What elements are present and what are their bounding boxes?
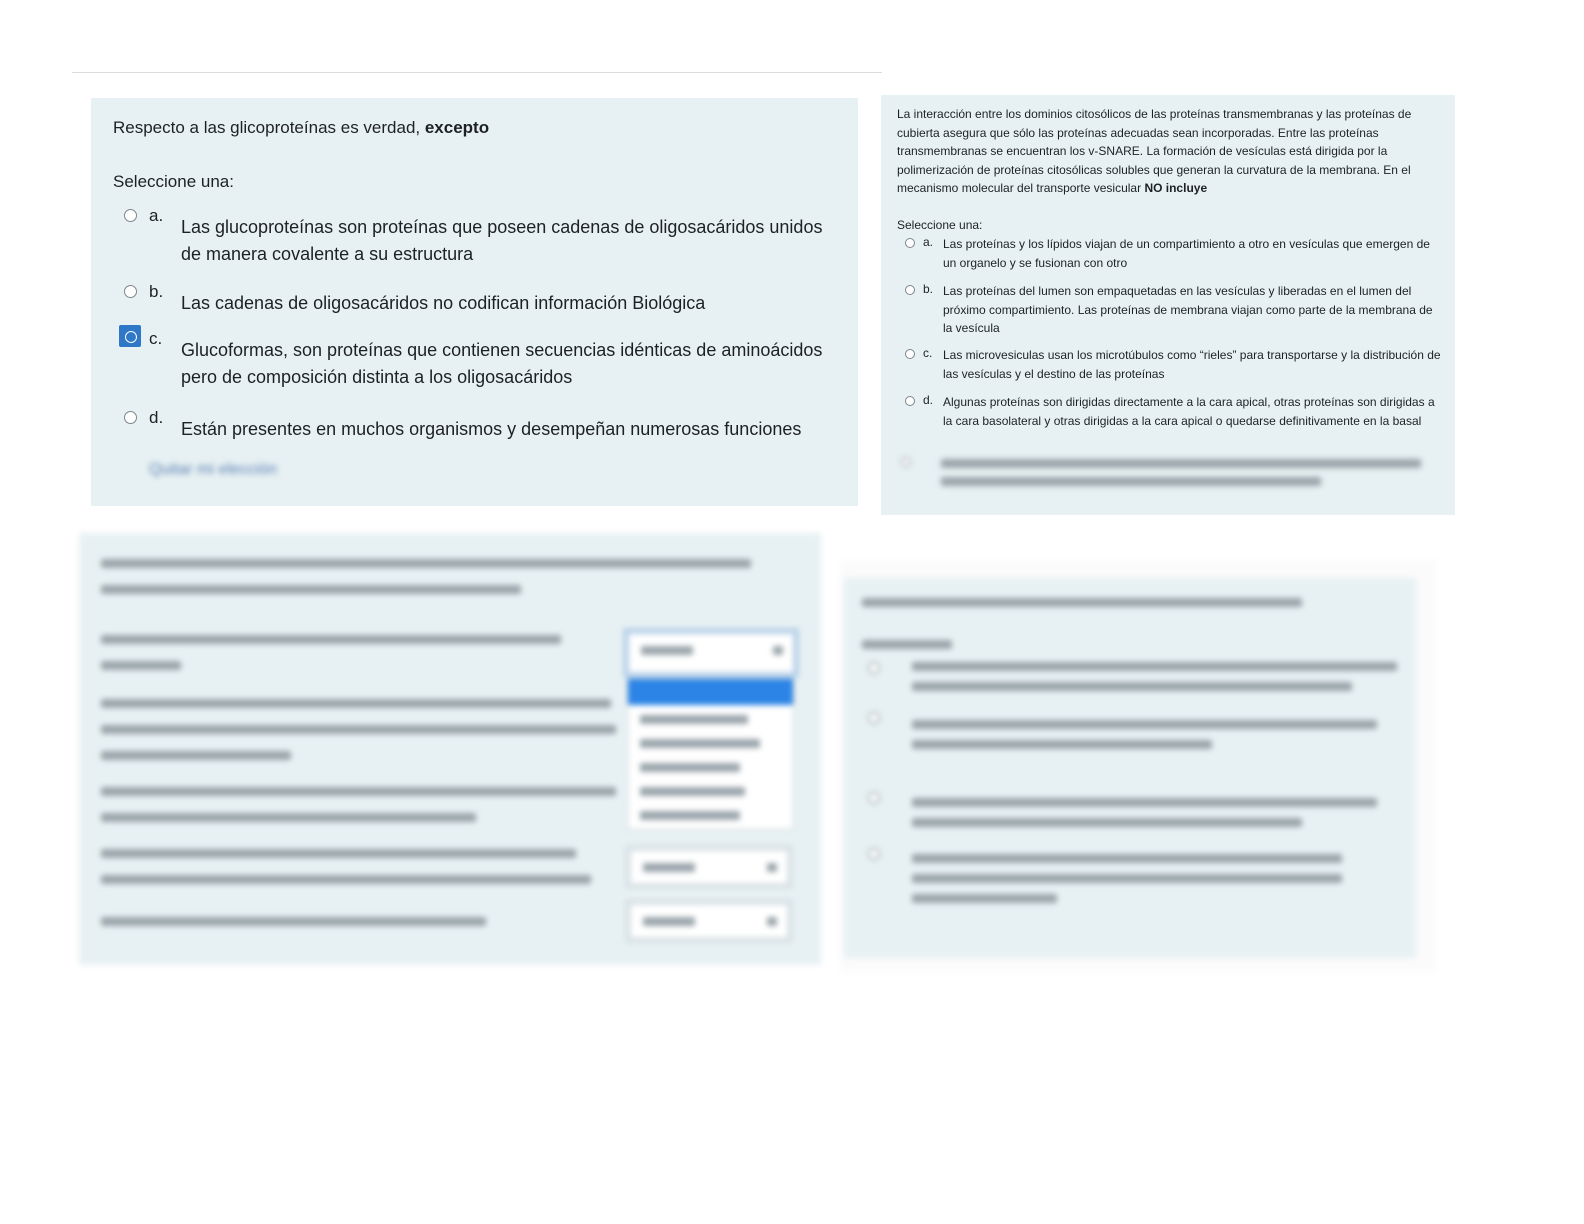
radio-c[interactable] [868,792,880,804]
match-select-3[interactable] [625,899,793,943]
question-text-emphasis: excepto [424,118,490,137]
radio-d[interactable] [905,396,915,406]
radio-c[interactable] [905,349,915,359]
option-letter: a. [923,235,934,249]
blurred-text-line [101,559,751,568]
select-dropdown-list[interactable] [627,678,794,830]
blurred-text-line [101,787,616,796]
blurred-text-line [912,854,1342,863]
option-text: Glucoformas, son proteínas que contienen secuencias idénticas de aminoácidos pero de composición distinta a los oligosacáridos [181,340,823,387]
blurred-text-line [941,477,1321,486]
select-value [643,917,695,926]
blurred-text-line [862,640,952,649]
dropdown-option[interactable] [640,715,748,724]
blurred-text-line [101,661,181,670]
radio-c-selected[interactable] [119,325,141,347]
blurred-text-line [101,725,616,734]
question-text [113,118,836,138]
dropdown-highlighted-option[interactable] [628,679,793,705]
blurred-text-line [912,798,1377,807]
radio-d[interactable] [868,848,880,860]
blurred-text-line [101,813,476,822]
dropdown-option[interactable] [640,739,760,748]
blurred-text-line [941,459,1421,468]
match-select-2[interactable] [625,845,793,889]
question-text [897,105,1442,198]
question-text-emphasis: NO incluye [1144,181,1208,195]
radio-b[interactable] [868,712,880,724]
blurred-text-line [101,849,576,858]
blurred-text-line [912,740,1212,749]
radio-a[interactable] [905,238,915,248]
option-letter: b. [149,282,164,301]
blurred-text-line [912,682,1352,691]
radio-a[interactable] [124,209,137,222]
chevron-down-icon [773,646,783,655]
option-text: Las glucoproteínas son proteínas que poseen cadenas de oligosacáridos unidos de manera covalente a su estructura [181,217,823,264]
blurred-text-line [101,635,561,644]
blurred-text-line [101,917,486,926]
option-text: Están presentes en muchos organismos y desempeñan numerosas funciones [181,419,802,439]
option-text: Las microvesiculas usan los microtúbulos como “rieles” para transportarse y la distribución de las vesículas y el destino de las proteínas [943,348,1441,381]
radio-b[interactable] [905,285,915,295]
option-text: Las proteínas y los lípidos viajan de un compartimiento a otro en vesículas que emergen de un organelo y se fusionan con otro [943,237,1430,270]
chevron-down-icon [767,917,777,926]
blurred-text-line [912,662,1397,671]
option-letter: c. [923,346,933,360]
radio-d[interactable] [124,411,137,424]
blurred-text-line [912,894,1057,903]
option-text: Las proteínas del lumen son empaquetadas en las vesículas y liberadas en el lumen del próximo compartimiento. Las proteínas de membrana viajan como parte de la membrana de la vesícula [943,284,1433,335]
option-letter: c. [149,329,163,348]
blurred-text-line [862,598,1302,607]
option-text: Las cadenas de oligosacáridos no codifican información Biológica [181,293,706,313]
radio-e[interactable] [901,457,911,467]
blurred-text-line [912,874,1342,883]
select-value [641,646,693,655]
blurred-text-line [912,720,1377,729]
option-letter: d. [149,408,164,427]
option-letter: d. [923,393,934,407]
question-card-glycoproteins [91,98,858,506]
option-text: Algunas proteínas son dirigidas directamente a la cara apical, otras proteínas son dirigidas a la cara basolateral y otras dirigidas a la cara apical o quedarse definitivamente en la basal [943,395,1435,428]
select-value [643,863,695,872]
select-one-prompt: Seleccione una: [113,172,234,191]
option-letter: b. [923,282,934,296]
question-text-main: Respecto a las glicoproteínas es verdad, [113,118,425,137]
top-divider [72,72,882,73]
dropdown-option[interactable] [640,787,745,796]
question-text-main: La interacción entre los dominios citosólicos de las proteínas transmembranas y las proteínas de cubierta asegura que sólo las proteínas adecuadas sean incorporadas. Entre las proteínas transmembranas se encuentran los v-SNARE. La formación de vesículas está dirigida por la polimerización de proteínas citosólicas solubles que generan la curvatura de la membrana. En el mecanismo molecular del transporte vesicular [897,107,1412,195]
dropdown-option[interactable] [640,811,740,820]
blurred-text-line [101,585,521,594]
match-select-1-open[interactable] [623,628,799,678]
blurred-text-line [101,751,291,760]
blurred-text-line [912,818,1302,827]
dropdown-option[interactable] [640,763,740,772]
option-letter: a. [149,206,164,225]
question-card-vesicle-transport-blurred [844,578,1416,958]
chevron-down-icon [767,863,777,872]
clear-choice-link[interactable]: Quitar mi elección [149,461,278,478]
question-card-vesicular-transport [881,95,1455,515]
question-card-matching-blurred [79,533,821,965]
blurred-text-line [101,699,611,708]
blurred-text-line [101,875,591,884]
radio-b[interactable] [124,285,137,298]
radio-a[interactable] [868,662,880,674]
select-one-prompt: Seleccione una: [897,217,983,232]
